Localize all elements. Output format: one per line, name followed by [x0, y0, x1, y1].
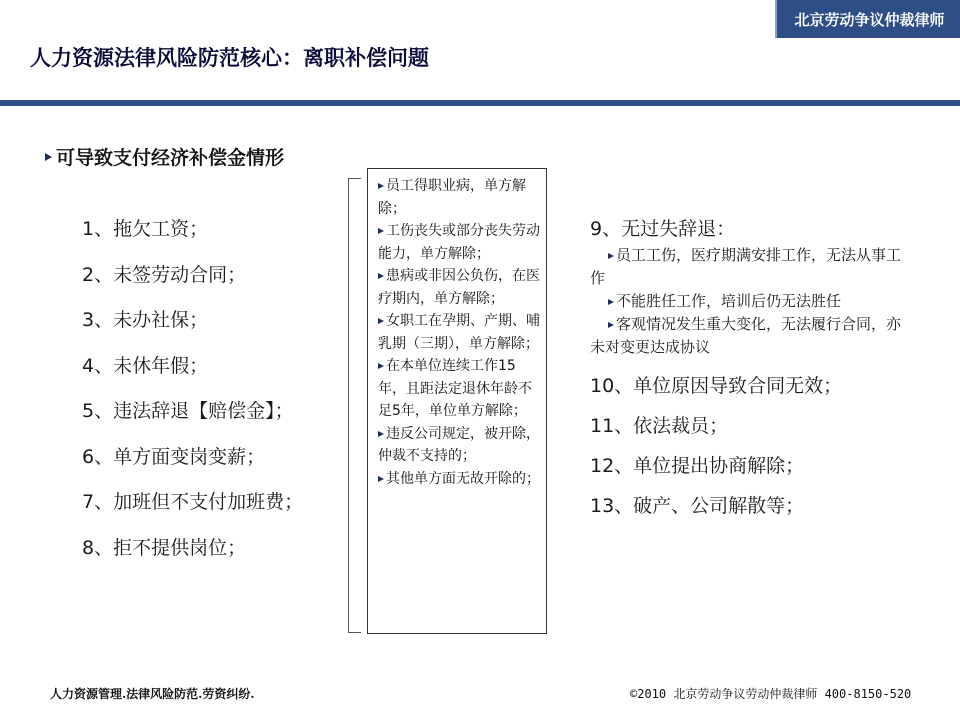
- list-item: 3、未办社保；: [82, 309, 209, 331]
- bullet-arrow-icon: [378, 318, 384, 324]
- page-title: 人力资源法律风险防范核心：离职补偿问题: [30, 45, 429, 70]
- brand-tag: 北京劳动争议仲裁律师: [775, 0, 960, 38]
- box-item-text: 其他单方面无故开除的；: [386, 470, 540, 487]
- list-item: 2、未签劳动合同；: [82, 263, 247, 286]
- list-item: 1、拖欠工资；: [82, 218, 209, 240]
- bullet-arrow-icon: [378, 431, 384, 437]
- bullet-arrow-icon: [378, 273, 384, 279]
- box-item: [378, 468, 540, 491]
- bullet-arrow-icon: [608, 253, 614, 259]
- box-item: [378, 423, 540, 468]
- detail-box: [367, 168, 547, 634]
- header-divider: [0, 100, 960, 106]
- box-item-text: 员工得职业病，单方解除；: [378, 178, 526, 217]
- box-item-text: 工伤丧失或部分丧失劳动能力，单方解除；: [378, 223, 540, 262]
- bullet-arrow-icon: [378, 228, 384, 234]
- box-item-text: 违反公司规定，被开除，仲裁不支持的；: [378, 425, 540, 464]
- box-item-text: 在本单位连续工作15年，且距法定退休年龄不足5年，单位单方解除；: [378, 358, 532, 419]
- list-item: 11、依法裁员；: [590, 415, 729, 437]
- bullet-arrow-icon: [45, 153, 52, 161]
- box-item-text: 女职工在孕期、产期、哺乳期（三期），单方解除；: [378, 313, 540, 352]
- list-item: 7、加班但不支付加班费；: [82, 491, 304, 513]
- bullet-arrow-icon: [378, 476, 384, 482]
- list-item: 4、未休年假；: [82, 354, 209, 377]
- footer-copyright: ©2010 北京劳动争议劳动仲裁律师 400-8150-520: [630, 687, 912, 701]
- list-item: 5、违法辞退【赔偿金】；: [82, 400, 294, 422]
- right-sub-item: [590, 313, 910, 359]
- section-heading-text: 可导致支付经济补偿金情形: [56, 147, 285, 169]
- box-item-text: 患病或非因公负伤，在医疗期内，单方解除；: [378, 268, 540, 307]
- right-sub-item: [590, 290, 910, 313]
- bullet-arrow-icon: [378, 183, 384, 189]
- bullet-arrow-icon: [608, 322, 614, 328]
- list-item: 6、单方面变岗变薪；: [82, 445, 266, 468]
- box-item: [378, 265, 540, 310]
- box-item: [378, 220, 540, 265]
- bracket-connector: [348, 178, 361, 633]
- left-list: [82, 214, 362, 578]
- list-item: 8、拒不提供岗位；: [82, 536, 247, 559]
- right-column: [590, 214, 910, 531]
- right-sub-text: 客观情况发生重大变化，无法履行合同，亦未对变更达成协议: [590, 315, 902, 356]
- right-heading: 9、无过失辞退：: [590, 218, 736, 240]
- box-item: [378, 310, 540, 355]
- bullet-arrow-icon: [608, 299, 614, 305]
- list-item: 10、单位原因导致合同无效；: [590, 375, 843, 397]
- list-item: 13、破产、公司解散等；: [590, 495, 805, 517]
- box-item: [378, 175, 540, 220]
- footer-tagline: 人力资源管理.法律风险防范.劳资纠纷.: [50, 687, 255, 701]
- right-sub-text: 员工工伤，医疗期满安排工作，无法从事工作: [590, 246, 902, 287]
- right-list: [590, 371, 910, 531]
- section-heading: [45, 143, 284, 170]
- list-item: 12、单位提出协商解除；: [590, 455, 805, 477]
- right-sub-text: 不能胜任工作，培训后仍无法胜任: [616, 292, 842, 310]
- box-item: [378, 355, 540, 423]
- right-sub-item: [590, 244, 910, 290]
- bullet-arrow-icon: [378, 363, 384, 369]
